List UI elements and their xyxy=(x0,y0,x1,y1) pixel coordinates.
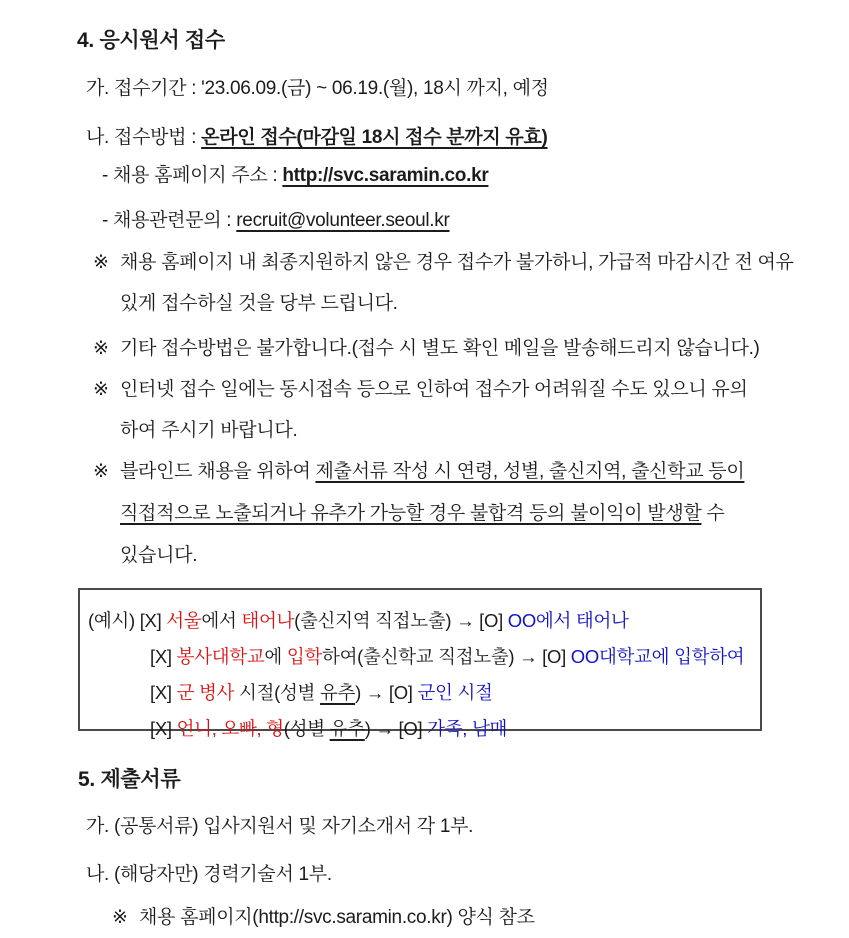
text-segment: (성별 xyxy=(283,718,330,739)
text-segment: (예시) [X] xyxy=(88,610,167,631)
example-line-siblings xyxy=(88,711,754,747)
example-line-school xyxy=(88,639,754,675)
example-line-birthplace xyxy=(88,603,754,639)
text-segment: 에 xyxy=(264,646,287,667)
section4-note-no-other-method xyxy=(93,328,809,369)
text-segment: 가. (공통서류) 입사지원서 및 자기소개서 각 1부. xyxy=(86,816,474,837)
text-segment: 유추 xyxy=(329,718,365,739)
section4-item-application-period xyxy=(86,76,809,102)
text-segment: 제출서류 작성 시 연령, 성별, 출신지역, 출신학교 등이 xyxy=(315,461,745,482)
text-segment: [X] xyxy=(150,646,177,667)
reference-mark: ※ xyxy=(93,338,109,359)
text-segment: 직접적으로 노출되거나 유추가 가능할 경우 불합격 등의 불이익이 발생할 xyxy=(120,503,702,524)
text-segment: (출신지역 직접노출) → [O] xyxy=(294,610,508,631)
reference-mark: ※ xyxy=(112,907,128,928)
note-line xyxy=(139,907,535,928)
note-line xyxy=(93,410,809,451)
text-segment: 나. 접수방법 : xyxy=(86,127,202,148)
note-line xyxy=(93,535,809,577)
text-segment: 봉사대학교 xyxy=(176,646,265,667)
note-line xyxy=(120,379,748,400)
text-segment: 시절(성별 xyxy=(234,682,320,703)
text-segment: 가족, 남매 xyxy=(427,718,508,739)
text-segment: OO에서 태어나 xyxy=(507,610,629,631)
text-segment: 나. (해당자만) 경력기술서 1부. xyxy=(86,864,332,885)
text-segment: 언니, 오빠, 형 xyxy=(176,718,284,739)
text-segment: 온라인 접수(마감일 18시 접수 분까지 유효) xyxy=(201,127,548,148)
text-segment: 있습니다. xyxy=(120,545,198,566)
example-line-military xyxy=(88,675,754,711)
text-segment: 채용 홈페이지 내 최종지원하지 않은 경우 접수가 불가하니, 가급적 마감시간 전 여유 xyxy=(120,252,794,273)
reference-mark: ※ xyxy=(93,379,109,400)
note-line xyxy=(120,461,744,482)
reference-mark: ※ xyxy=(93,252,109,273)
text-segment: 유추 xyxy=(319,682,356,703)
text-segment: 입학 xyxy=(286,646,322,667)
text-segment: OO대학교에 입학하여 xyxy=(570,646,745,667)
text-segment: ) → [O] xyxy=(355,682,418,703)
note-line xyxy=(120,252,794,273)
section5-heading: 5. 제출서류 xyxy=(78,768,181,791)
text-segment: 하여 주시기 바랍니다. xyxy=(120,420,298,441)
text-segment: 기타 접수방법은 불가합니다.(접수 시 별도 확인 메일을 발송해드리지 않습니다.) xyxy=(120,338,760,359)
text-segment: 수 xyxy=(701,503,725,524)
section4-contact-email-line xyxy=(102,208,809,234)
contact-email-link[interactable]: recruit@volunteer.seoul.kr xyxy=(236,210,450,231)
section5-note-form-reference xyxy=(112,905,809,931)
text-segment: 군 병사 xyxy=(176,682,235,703)
text-segment: ) → [O] xyxy=(364,718,428,739)
text-segment: 하여(출신학교 직접노출) → [O] xyxy=(322,646,571,667)
homepage-url-link[interactable]: http://svc.saramin.co.kr xyxy=(282,165,489,186)
text-segment: 있게 접수하실 것을 당부 드립니다. xyxy=(120,293,398,314)
note-line xyxy=(120,338,760,359)
text-segment: [X] xyxy=(150,718,177,739)
note-line xyxy=(93,493,809,535)
note-line xyxy=(93,283,809,324)
section5-item-career-statement xyxy=(86,862,809,888)
text-segment: 블라인드 채용을 위하여 xyxy=(120,461,316,482)
text-segment: - 채용 홈페이지 주소 : xyxy=(102,165,283,186)
text-segment: 가. 접수기간 : '23.06.09.(금) ~ 06.19.(월), 18시 까지, 예정 xyxy=(86,78,549,99)
section4-heading: 4. 응시원서 접수 xyxy=(77,29,225,52)
section4-note-concurrent-access xyxy=(93,369,809,451)
text-segment: 채용 홈페이지(http://svc.saramin.co.kr) 양식 참조 xyxy=(139,907,535,928)
text-segment: [X] xyxy=(150,682,177,703)
text-segment: 군인 시절 xyxy=(417,682,493,703)
text-segment: 에서 xyxy=(201,610,242,631)
section4-note-final-submit xyxy=(93,242,809,324)
blind-hiring-example-box xyxy=(78,588,762,739)
section4-item-application-method xyxy=(86,125,809,151)
section4-note-blind-hiring xyxy=(93,451,809,577)
section4-contact-homepage-line xyxy=(102,163,809,189)
text-segment: 서울 xyxy=(166,610,202,631)
reference-mark: ※ xyxy=(93,461,109,482)
text-segment: 인터넷 접수 일에는 동시접속 등으로 인하여 접수가 어려워질 수도 있으니 유의 xyxy=(120,379,748,400)
text-segment: - 채용관련문의 : xyxy=(102,210,237,231)
text-segment: 태어나 xyxy=(241,610,295,631)
section5-item-common-documents xyxy=(86,814,809,840)
